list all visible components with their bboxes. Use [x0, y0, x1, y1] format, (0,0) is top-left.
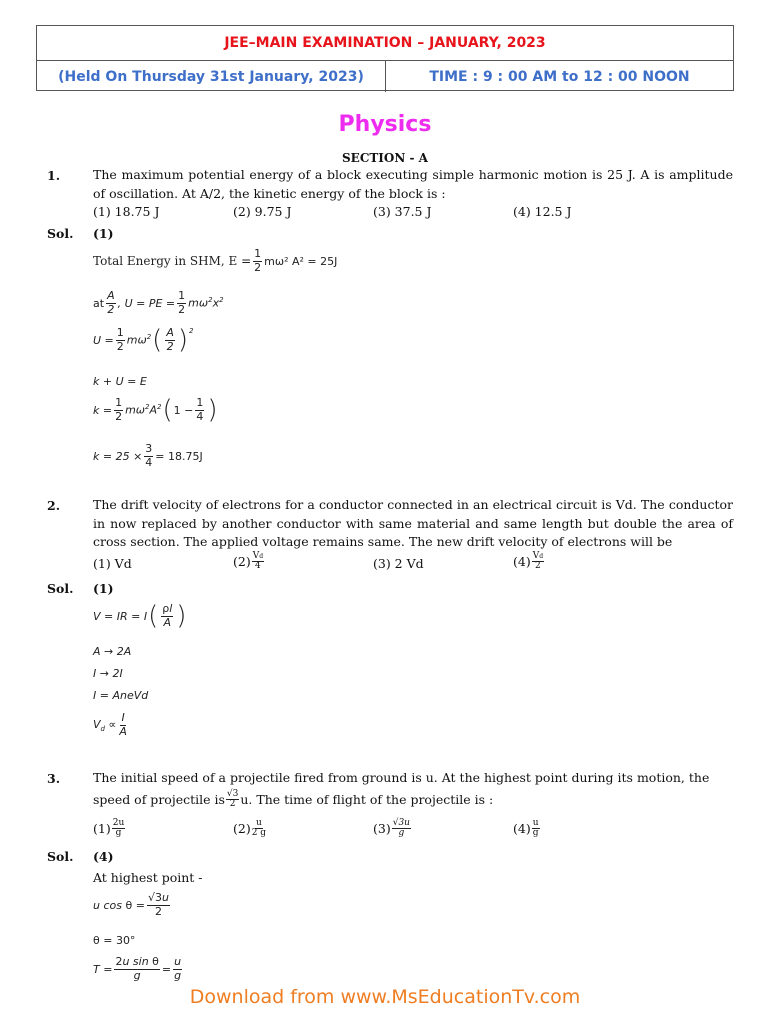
exam-title-row	[37, 26, 733, 61]
q1-l1-prefix: Total Energy in SHM, E =	[93, 254, 252, 269]
q3-sol-line-2: θ = 30°	[93, 934, 136, 947]
q1-answer: (1)	[93, 226, 114, 241]
q3-option-2-label: (2)	[233, 821, 251, 837]
download-footer: Download from www.MsEducationTv.com	[189, 986, 581, 1008]
exam-title: JEE–MAIN EXAMINATION – JANUARY, 2023	[224, 35, 546, 51]
q1-l1-frac: $\frac{1}{2}$	[254, 247, 262, 274]
q1-sol-label: Sol.	[47, 226, 74, 241]
q2-option-2	[233, 552, 265, 572]
q1-sol-line-6: k = 25 × $\frac{3}{4}$ = 18.75J	[93, 442, 203, 469]
q3-highest-point: At highest point -	[93, 870, 203, 885]
q2-sol-line-3: I → 2I	[93, 667, 123, 680]
time-cell	[386, 61, 733, 92]
q1-sol-line-4: k + U = E	[93, 375, 147, 388]
q3-text-b-suffix: u. The time of flight of the projectile is :	[240, 791, 494, 807]
q2-option-3: (3) 2 Vd	[373, 556, 424, 571]
q1-option-3: (3) 37.5 J	[373, 204, 432, 219]
q2-answer: (1)	[93, 581, 114, 596]
q1-number: 1.	[47, 168, 61, 183]
q3-option-4-frac: u g	[532, 818, 539, 839]
q3-number: 3.	[47, 771, 61, 786]
held-on-cell	[37, 61, 386, 92]
q3-text-b-prefix: speed of projectile is	[93, 791, 225, 807]
exam-info-row	[37, 61, 733, 92]
q1-option-2: (2) 9.75 J	[233, 204, 292, 219]
q3-option-3-frac: √3u g	[392, 818, 410, 839]
q1-sol-line-1	[93, 248, 337, 274]
q2-option-1: (1) Vd	[93, 556, 132, 571]
q2-sol-line-1: V = IR = I ( $\frac{\rho l}{A}$ )	[93, 601, 187, 632]
q3-option-1-frac: 2u g	[112, 818, 125, 839]
q2-text: The drift velocity of electrons for a conductor connected in an electrical circuit is Vd. The conductor in now replaced by another conductor with same material and same length but double the area of cross section. The applied voltage remains same. The new drift velocity of electrons will be	[93, 497, 733, 549]
q3-option-3-label: (3)	[373, 821, 391, 837]
q2-sol-line-4: I = AneVd	[93, 689, 149, 702]
q3-sol-label: Sol.	[47, 849, 74, 864]
q2-option-4-frac: Vd 2	[532, 551, 544, 572]
q3-option-2-frac: u 2 g	[251, 818, 267, 839]
time-text: TIME : 9 : 00 AM to 12 : 00 NOON	[429, 68, 690, 85]
q1-sol-line-2: at $\frac{A}{2}$ , U = PE = $\frac{1}{2}$ $m\omega^2x^2$	[93, 289, 224, 316]
q1-option-1: (1) 18.75 J	[93, 204, 160, 219]
q1-sol-line-3: U = $\frac{1}{2}$ $m\omega^2$ ( $\frac{A}{2}$ ) 2	[93, 325, 194, 356]
q3-sol-line-3: T = $\frac{\text{2u sin θ}}{g}$ = $\frac{u}{g}$	[93, 955, 182, 982]
q2-sol-line-5: $V_d$ ∝ $\frac{I}{A}$	[93, 711, 127, 738]
q3-option-4-label: (4)	[513, 821, 531, 837]
q2-sol-line-2: A → 2A	[93, 645, 132, 658]
q2-number: 2.	[47, 498, 61, 513]
q2-sol-label: Sol.	[47, 581, 74, 596]
q1-l1-suffix: mω² A² = 25J	[264, 254, 338, 268]
section-heading: SECTION - A	[342, 151, 428, 165]
q1-l6-prefix: k = 25 ×	[93, 449, 143, 463]
q3-text-b-frac: √3 2	[226, 789, 239, 810]
q3-option-2	[233, 819, 267, 839]
q3-option-4	[513, 819, 541, 839]
q3-answer: (4)	[93, 849, 114, 864]
q1-option-4: (4) 12.5 J	[513, 204, 572, 219]
q3-sol-line-1: u cos θ = $\frac{√3u}{2}$	[93, 891, 169, 918]
q3-option-1	[93, 819, 126, 839]
held-on-text: (Held On Thursday 31st January, 2023)	[58, 68, 364, 85]
q2-option-4-label: (4)	[513, 554, 531, 570]
q1-l6-suffix: = 18.75J	[155, 449, 203, 463]
subject-heading: Physics	[338, 112, 432, 137]
q3-option-3	[373, 819, 412, 839]
q3-option-1-label: (1)	[93, 821, 111, 837]
exam-header	[36, 25, 734, 91]
q2-option-4	[513, 552, 545, 572]
q3-text-b	[93, 790, 733, 810]
q1-sol-line-5: k = $\frac{1}{2}$ $m\omega^2A^2$ ( 1 − $\frac{1}{4}$ )	[93, 395, 218, 426]
q2-option-2-frac: Vd 4	[252, 551, 264, 572]
q1-text: The maximum potential energy of a block executing simple harmonic motion is 25 J. A is amplitude of oscillation. At A/2, the kinetic energy of the block is :	[93, 167, 733, 201]
q3-text-a: The initial speed of a projectile fired from ground is u. At the highest point during its motion, the	[93, 770, 710, 785]
q2-option-2-label: (2)	[233, 554, 251, 570]
